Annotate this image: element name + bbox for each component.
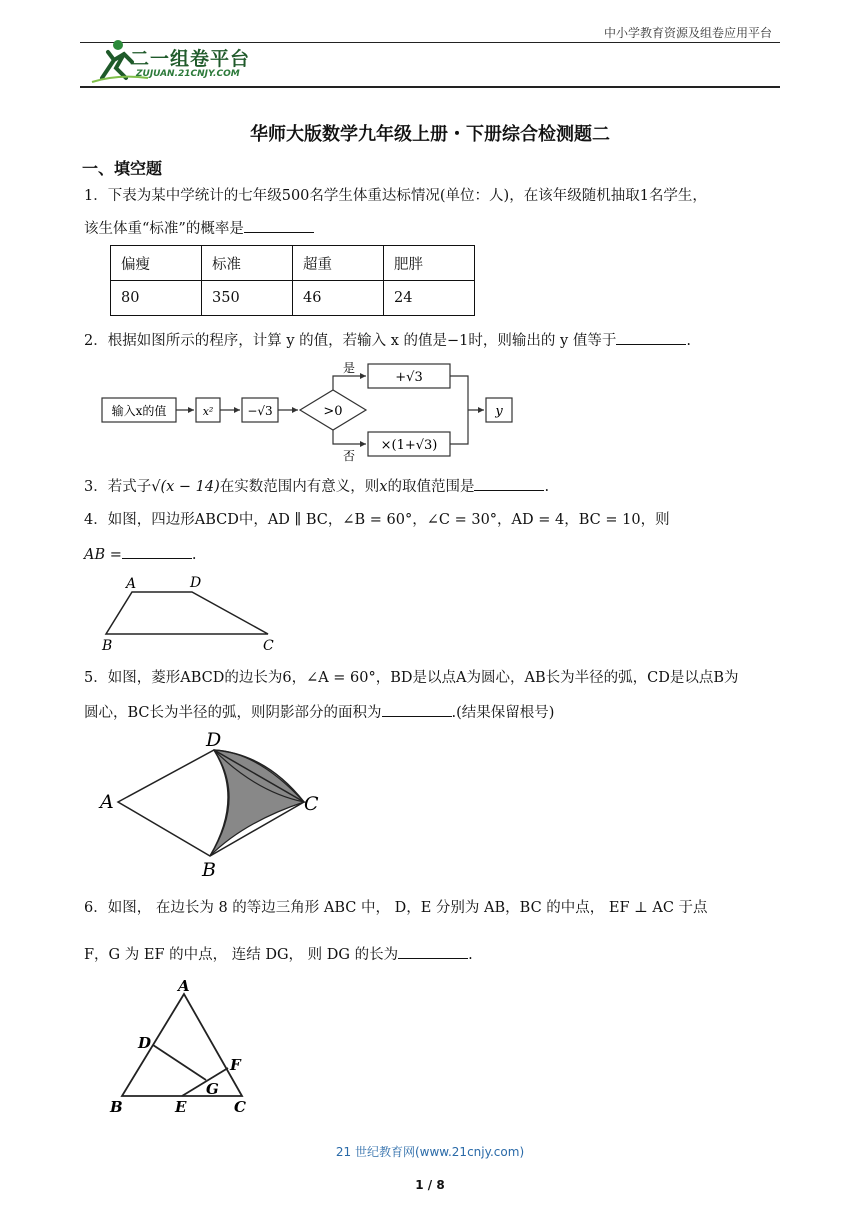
weight-table — [110, 245, 475, 316]
page-title: 华师大版数学九年级上册・下册综合检测题二 — [250, 124, 610, 145]
label-C: C — [234, 1098, 246, 1116]
table-cell: 80 — [111, 281, 202, 316]
label-A: A — [100, 791, 114, 813]
q4-answer-blank[interactable] — [122, 544, 192, 559]
q6-line2-text: F，G 为 EF 的中点， 连结 DG， 则 DG 的长为 — [84, 947, 399, 963]
flow-output-label: y — [495, 404, 503, 419]
q3-expression: √(x − 14) — [151, 479, 220, 495]
trapezoid-shape — [106, 592, 268, 634]
label-E: E — [175, 1098, 187, 1116]
platform-name: 中小学教育资源及组卷应用平台 — [603, 26, 772, 40]
q4-line2: AB = . — [84, 544, 784, 565]
flow-plus-label: +√3 — [395, 370, 423, 385]
label-F: F — [230, 1056, 241, 1074]
header-rule — [80, 86, 780, 88]
table-row — [111, 281, 475, 316]
q3-variable: x — [379, 479, 388, 495]
table-cell: 350 — [202, 281, 293, 316]
q5-answer-blank[interactable] — [382, 702, 452, 717]
label-A: A — [178, 977, 190, 995]
flow-condition-label: >0 — [323, 404, 343, 419]
q6-answer-blank[interactable] — [398, 944, 468, 959]
table-cell: 46 — [293, 281, 384, 316]
label-A: A — [126, 576, 137, 592]
footer-link[interactable]: 21 世纪教育网(www.21cnjy.com) — [335, 1145, 525, 1159]
table-cell: 标准 — [202, 246, 293, 281]
q4-trapezoid-figure — [98, 572, 288, 656]
q3-text-b: 在实数范围内有意义，则 — [219, 479, 380, 495]
q1-line2 — [84, 218, 784, 239]
q1-answer-blank[interactable] — [244, 218, 314, 233]
flow-minus-label: −√3 — [247, 404, 273, 418]
q6-line1: 6．如图， 在边长为 8 的等边三角形 ABC 中， D，E 分别为 AB，BC 的中点， EF ⊥ AC 于点 — [84, 900, 708, 916]
q3-answer-blank[interactable] — [474, 476, 544, 491]
q1-line1: 1．下表为某中学统计的七年级500名学生体重达标情况(单位：人)，在该年级随机抽取1名学生， — [84, 188, 707, 204]
q2-flowchart — [100, 360, 530, 464]
q5-line1: 5．如图，菱形ABCD的边长为6，∠A = 60°，BD是以点A为圆心，AB长为半径的弧，CD是以点B为 — [84, 670, 739, 686]
flow-times-label: ×(1+√3) — [380, 438, 438, 453]
q6-triangle-figure — [102, 976, 262, 1122]
table-cell: 肥胖 — [384, 246, 475, 281]
table-row — [111, 246, 475, 281]
segment-DG — [153, 1045, 206, 1080]
q5-line2-text: 圆心，BC长为半径的弧，则阴影部分的面积为 — [84, 705, 382, 721]
label-B: B — [110, 1098, 123, 1116]
q5-line2 — [84, 702, 784, 723]
flow-square-label: x² — [202, 405, 214, 418]
q2-text: 2．根据如图所示的程序，计算 y 的值，若输入 x 的值是−1时，则输出的 y 值等于 — [84, 333, 617, 349]
q3-text-c: 的取值范围是 — [387, 479, 475, 495]
logo-text: 二一组卷平台 — [130, 48, 251, 70]
q6-line2: F，G 为 EF 的中点， 连结 DG， 则 DG 的长为 . — [84, 944, 784, 965]
q2-answer-blank[interactable] — [616, 330, 686, 345]
label-D: D — [138, 1034, 152, 1052]
flow-no-label: 否 — [343, 449, 356, 463]
page-number: 1 / 8 — [415, 1178, 445, 1192]
table-cell: 偏瘦 — [111, 246, 202, 281]
q5-line2-tail: .(结果保留根号) — [451, 705, 555, 721]
label-B: B — [102, 638, 113, 654]
label-B: B — [202, 859, 216, 880]
q4-line1: 4．如图，四边形ABCD中，AD ∥ BC，∠B = 60°，∠C = 30°，AD = 4，BC = 10，则 — [84, 512, 670, 528]
q1-line2-text: 该生体重“标准”的概率是 — [84, 221, 244, 237]
segment-EF — [182, 1068, 228, 1096]
logo-subtitle: ZUJUAN.21CNJY.COM — [136, 69, 240, 79]
flow-yes-label: 是 — [343, 361, 356, 375]
q5-rhombus-figure — [98, 726, 328, 880]
q2-line: 2．根据如图所示的程序，计算 y 的值，若输入 x 的值是−1时，则输出的 y 值等于 . — [84, 330, 784, 351]
section-heading: 一、填空题 — [82, 159, 163, 178]
flow-input-label: 输入x的值 — [111, 404, 167, 418]
label-D: D — [190, 575, 202, 591]
label-G: G — [206, 1080, 219, 1098]
label-C: C — [263, 638, 274, 654]
table-cell: 超重 — [293, 246, 384, 281]
label-D: D — [206, 729, 222, 751]
table-cell: 24 — [384, 281, 475, 316]
q4-line2-text: AB = — [84, 547, 122, 563]
q3-text-a: 3．若式子 — [84, 479, 152, 495]
q3-line: 3．若式子√(x − 14)在实数范围内有意义，则x的取值范围是 . — [84, 476, 784, 497]
label-C: C — [304, 793, 319, 815]
